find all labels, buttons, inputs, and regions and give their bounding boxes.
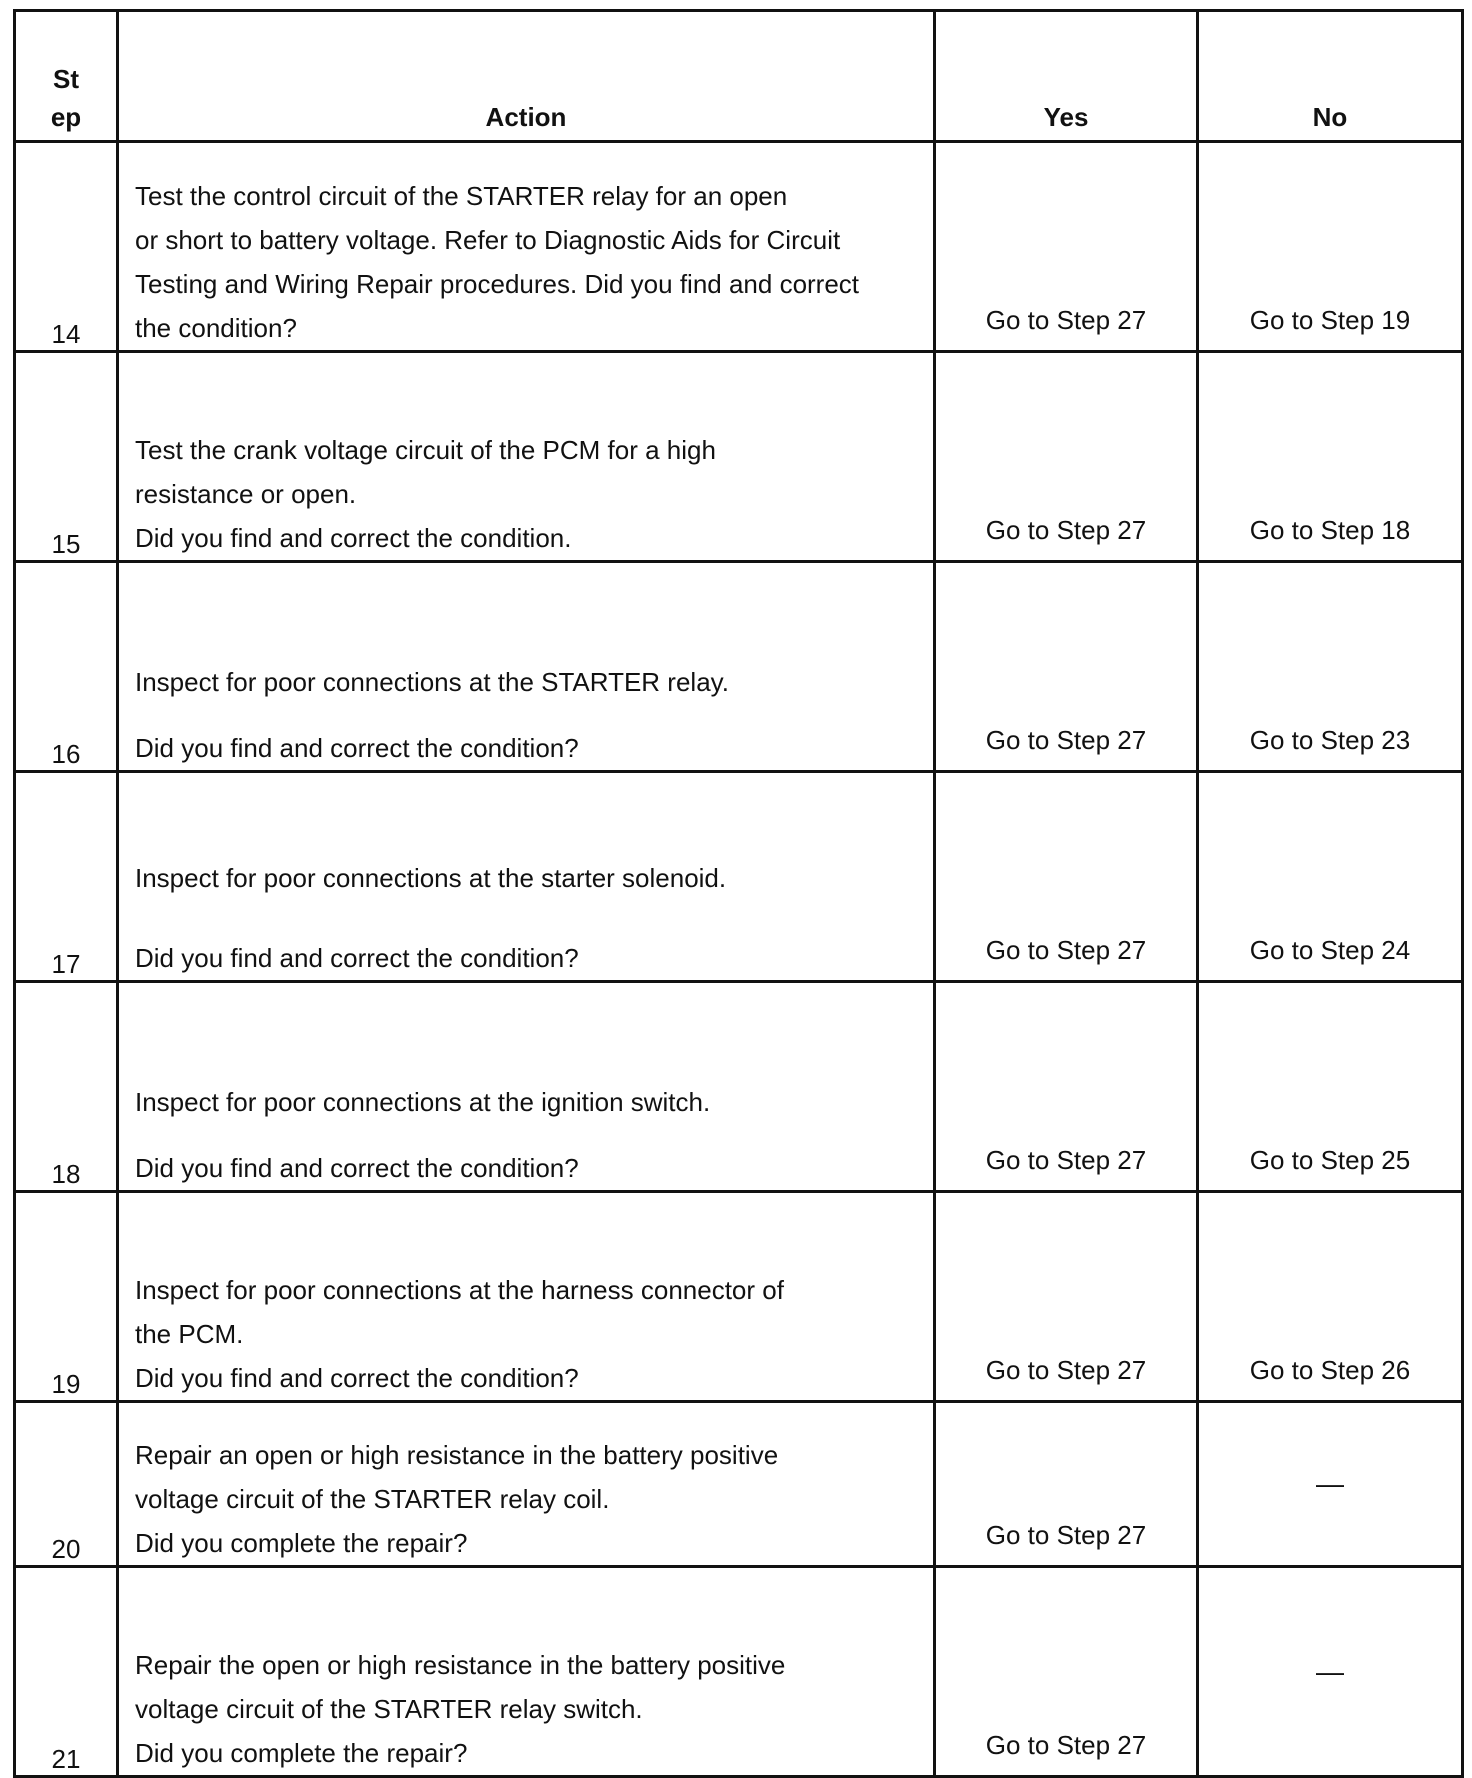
action-line: Inspect for poor connections at the harness connector of <box>135 1275 784 1305</box>
no-cell: Go to Step 25 <box>1198 982 1463 1192</box>
table-row <box>15 982 1463 1192</box>
table-row <box>15 562 1463 772</box>
action-line: Did you complete the repair? <box>135 1528 468 1558</box>
action-line: Repair the open or high resistance in the battery positive <box>135 1650 786 1680</box>
step-number: 16 <box>15 562 118 772</box>
action-cell <box>118 352 935 562</box>
action-cell <box>118 772 935 982</box>
action-line: voltage circuit of the STARTER relay coil. <box>135 1484 610 1514</box>
action-line: voltage circuit of the STARTER relay switch. <box>135 1694 643 1724</box>
action-cell <box>118 142 935 352</box>
no-cell: Go to Step 26 <box>1198 1192 1463 1402</box>
no-cell: Go to Step 23 <box>1198 562 1463 772</box>
action-line: Inspect for poor connections at the starter solenoid. <box>135 863 727 893</box>
action-line: Test the crank voltage circuit of the PCM for a high <box>135 435 716 465</box>
step-number: 14 <box>15 142 118 352</box>
yes-cell: Go to Step 27 <box>935 142 1198 352</box>
action-line: the condition? <box>135 313 297 343</box>
action-cell <box>118 1567 935 1777</box>
table-row <box>15 1402 1463 1567</box>
action-line: Inspect for poor connections at the ignition switch. <box>135 1087 711 1117</box>
yes-cell: Go to Step 27 <box>935 1402 1198 1567</box>
step-number: 17 <box>15 772 118 982</box>
table-row <box>15 1567 1463 1777</box>
action-line: Testing and Wiring Repair procedures. Did you find and correct <box>135 269 860 299</box>
no-cell: Go to Step 24 <box>1198 772 1463 982</box>
no-cell: — <box>1198 1402 1463 1567</box>
yes-cell: Go to Step 27 <box>935 982 1198 1192</box>
yes-cell: Go to Step 27 <box>935 1567 1198 1777</box>
no-cell: Go to Step 18 <box>1198 352 1463 562</box>
step-header <box>15 11 118 142</box>
action-line: Did you find and correct the condition? <box>135 943 579 973</box>
action-cell <box>118 982 935 1192</box>
step-header-line1: St <box>53 64 79 94</box>
no-cell: — <box>1198 1567 1463 1777</box>
step-header-line2: ep <box>50 102 82 132</box>
diagnostic-table <box>13 9 1464 1778</box>
action-header: Action <box>118 11 935 142</box>
action-line: resistance or open. <box>135 479 357 509</box>
step-number: 21 <box>15 1567 118 1777</box>
step-number: 15 <box>15 352 118 562</box>
action-cell <box>118 562 935 772</box>
action-line: or short to battery voltage. Refer to Diagnostic Aids for Circuit <box>135 225 841 255</box>
action-cell <box>118 1402 935 1567</box>
action-line: Did you complete the repair? <box>135 1738 468 1768</box>
yes-cell: Go to Step 27 <box>935 562 1198 772</box>
table-row <box>15 352 1463 562</box>
table-row <box>15 1192 1463 1402</box>
action-line: Did you find and correct the condition? <box>135 1153 579 1183</box>
action-line: Repair an open or high resistance in the battery positive <box>135 1440 779 1470</box>
action-line: the PCM. <box>135 1319 244 1349</box>
table-row <box>15 772 1463 982</box>
step-number: 19 <box>15 1192 118 1402</box>
no-cell: Go to Step 19 <box>1198 142 1463 352</box>
step-number: 18 <box>15 982 118 1192</box>
header-row <box>15 11 1463 142</box>
action-cell <box>118 1192 935 1402</box>
action-line: Did you find and correct the condition. <box>135 523 572 553</box>
yes-cell: Go to Step 27 <box>935 772 1198 982</box>
yes-cell: Go to Step 27 <box>935 1192 1198 1402</box>
no-header: No <box>1198 11 1463 142</box>
action-line: Did you find and correct the condition? <box>135 733 579 763</box>
step-number: 20 <box>15 1402 118 1567</box>
table-row <box>15 142 1463 352</box>
action-line: Test the control circuit of the STARTER relay for an open <box>135 181 788 211</box>
action-line: Inspect for poor connections at the STARTER relay. <box>135 667 729 697</box>
yes-header: Yes <box>935 11 1198 142</box>
action-line: Did you find and correct the condition? <box>135 1363 579 1393</box>
yes-cell: Go to Step 27 <box>935 352 1198 562</box>
